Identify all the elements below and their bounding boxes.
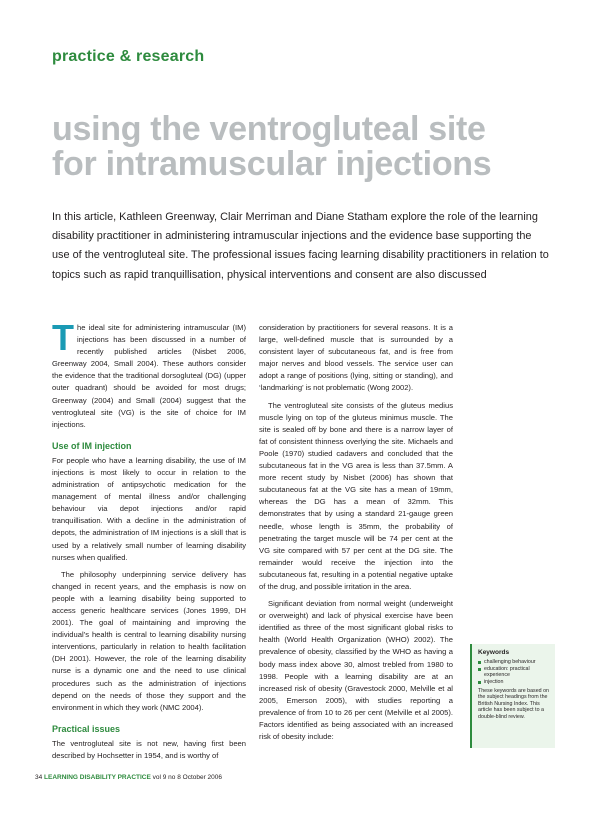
drop-cap: T bbox=[52, 317, 74, 358]
journal-name: LEARNING DISABILITY PRACTICE bbox=[44, 774, 151, 781]
keyword-text: education: practical experience bbox=[484, 665, 530, 679]
keywords-box bbox=[470, 644, 555, 748]
keyword-text: challenging behaviour bbox=[484, 659, 536, 666]
bullet-icon bbox=[478, 668, 481, 671]
title-line-2: for intramuscular injections bbox=[52, 145, 492, 183]
body-column-right bbox=[259, 322, 453, 748]
body-paragraph: The philosophy underpinning service delivery has changed in recent years, and the emphasis is now on people with a learning disability being supported to access generic healthcare services (Jones 1999, DH 2001). The goal of maintaining and improving the individual’s health is central to learning disability nursing interventions, particularly in relation to health facilitation (DH 2001). However, the role of the learning disability nurse is a dynamic one and the need to use clinical procedures such as the administration of injections depend on the needs of those they support and the environment in which they work (NMC 2004). bbox=[52, 569, 246, 712]
keyword-item bbox=[478, 679, 550, 685]
bullet-icon bbox=[478, 681, 481, 684]
article-title bbox=[52, 112, 582, 182]
body-paragraph: The ventrogluteal site consists of the gluteus medius muscle lying on top of the gluteus minimus muscle. The site is sealed off by bone and there is a narrow layer of fat of consistent thinness overlying the site. Michaels and Poole (1970) studied cadavers and concluded that the subcutaneous fat in the VG area is less than 37.5mm. A more recent study by Nisbet (2006) has shown that subcutaneous fat at the VG site has a mean of 19mm, whereas the DG has a mean of 32mm. This demonstrates that by using a standard 21-gauge green needle, whose length is 35mm, the probability of penetrating the target muscle will be 74 per cent at the VG site compared with 57 per cent at the DG site. The remainder would receive the injection into the subcutaneous fat, resulting in a potential negative uptake of the drug, and possible irritation in the area. bbox=[259, 400, 453, 591]
intro-paragraph bbox=[52, 317, 246, 431]
standfirst: In this article, Kathleen Greenway, Clair Merriman and Diane Statham explore the role of the learning disability practitioner in administering intramuscular injections and the evidence base supporting the use of the ventrogluteal site. The professional issues facing learning disability practitioners in relation to topics such as rapid tranquillisation, physical interventions and consent are also discussed bbox=[52, 211, 549, 281]
body-column-left bbox=[52, 317, 246, 767]
body-paragraph: The ventrogluteal site is not new, having first been described by Hochsetter in 1954, and is worthy of bbox=[52, 738, 246, 760]
body-paragraph: consideration by practitioners for several reasons. It is a large, well-defined muscle that is surrounded by a consistent layer of subcutaneous fat, and is free from major nerves and blood vessels. The service user can adopt a range of positions (lying, sitting or standing), and ‘landmarking’ is not problematic (Wong 2002). bbox=[259, 323, 453, 393]
bullet-icon bbox=[478, 661, 481, 664]
keyword-item bbox=[478, 666, 550, 679]
intro-text: he ideal site for administering intramuscular (IM) injections has been discussed in a number of recently published articles (Nisbet 2006, Greenway 2004, Small 2004). These authors consider the evidence that the traditional dorsogluteal (DG) (upper outer quadrant) should be avoided for most drugs; Greenway (2004) and Small (2004) suggest that the ventrogluteal site (VG) is the site of choice for IM injections. bbox=[52, 323, 246, 429]
heading-use-of-im-injection: Use of IM injection bbox=[52, 440, 132, 451]
page-number: 34 bbox=[35, 774, 43, 781]
title-line-1: using the ventrogluteal site bbox=[52, 110, 486, 148]
keywords-note: These keywords are based on the subject headings from the British Nursing Index. This article has been subject to a double-blind review. bbox=[478, 688, 549, 720]
keywords-list bbox=[478, 659, 550, 685]
section-label: practice & research bbox=[52, 48, 205, 65]
heading-practical-issues: Practical issues bbox=[52, 723, 121, 734]
keyword-text: injection bbox=[484, 678, 504, 685]
issue-info: vol 9 no 8 October 2006 bbox=[152, 774, 223, 781]
keywords-title: Keywords bbox=[478, 649, 510, 656]
body-paragraph: For people who have a learning disability, the use of IM injections is most likely to occur in relation to the administration of antipsychotic medication for the management of mental illness and/or challenging behaviour via depot injections and/or rapid tranquillisation. With a decline in the administration of depots, the administration of IM injections is a skill that is used by a relatively small number of learning disability nurses when qualified. bbox=[52, 455, 246, 562]
page-footer bbox=[35, 774, 222, 781]
body-paragraph: Significant deviation from normal weight (underweight or overweight) and lack of physical exercise have been identified as three of the most significant global risks to health (World Health Organization (WHO) 2002). The prevalence of obesity, classified by the WHO as having a body mass index above 30, almost trebled from 1980 to 1998. People with a learning disability are at an increased risk of obesity (Gravestock 2000, Melville et al 2005, Emerson 2005), with studies reporting a prevalence of from 10 to 26 per cent (Melville et al 2005). Factors identified as being associated with an increased risk of obesity include: bbox=[259, 599, 453, 742]
